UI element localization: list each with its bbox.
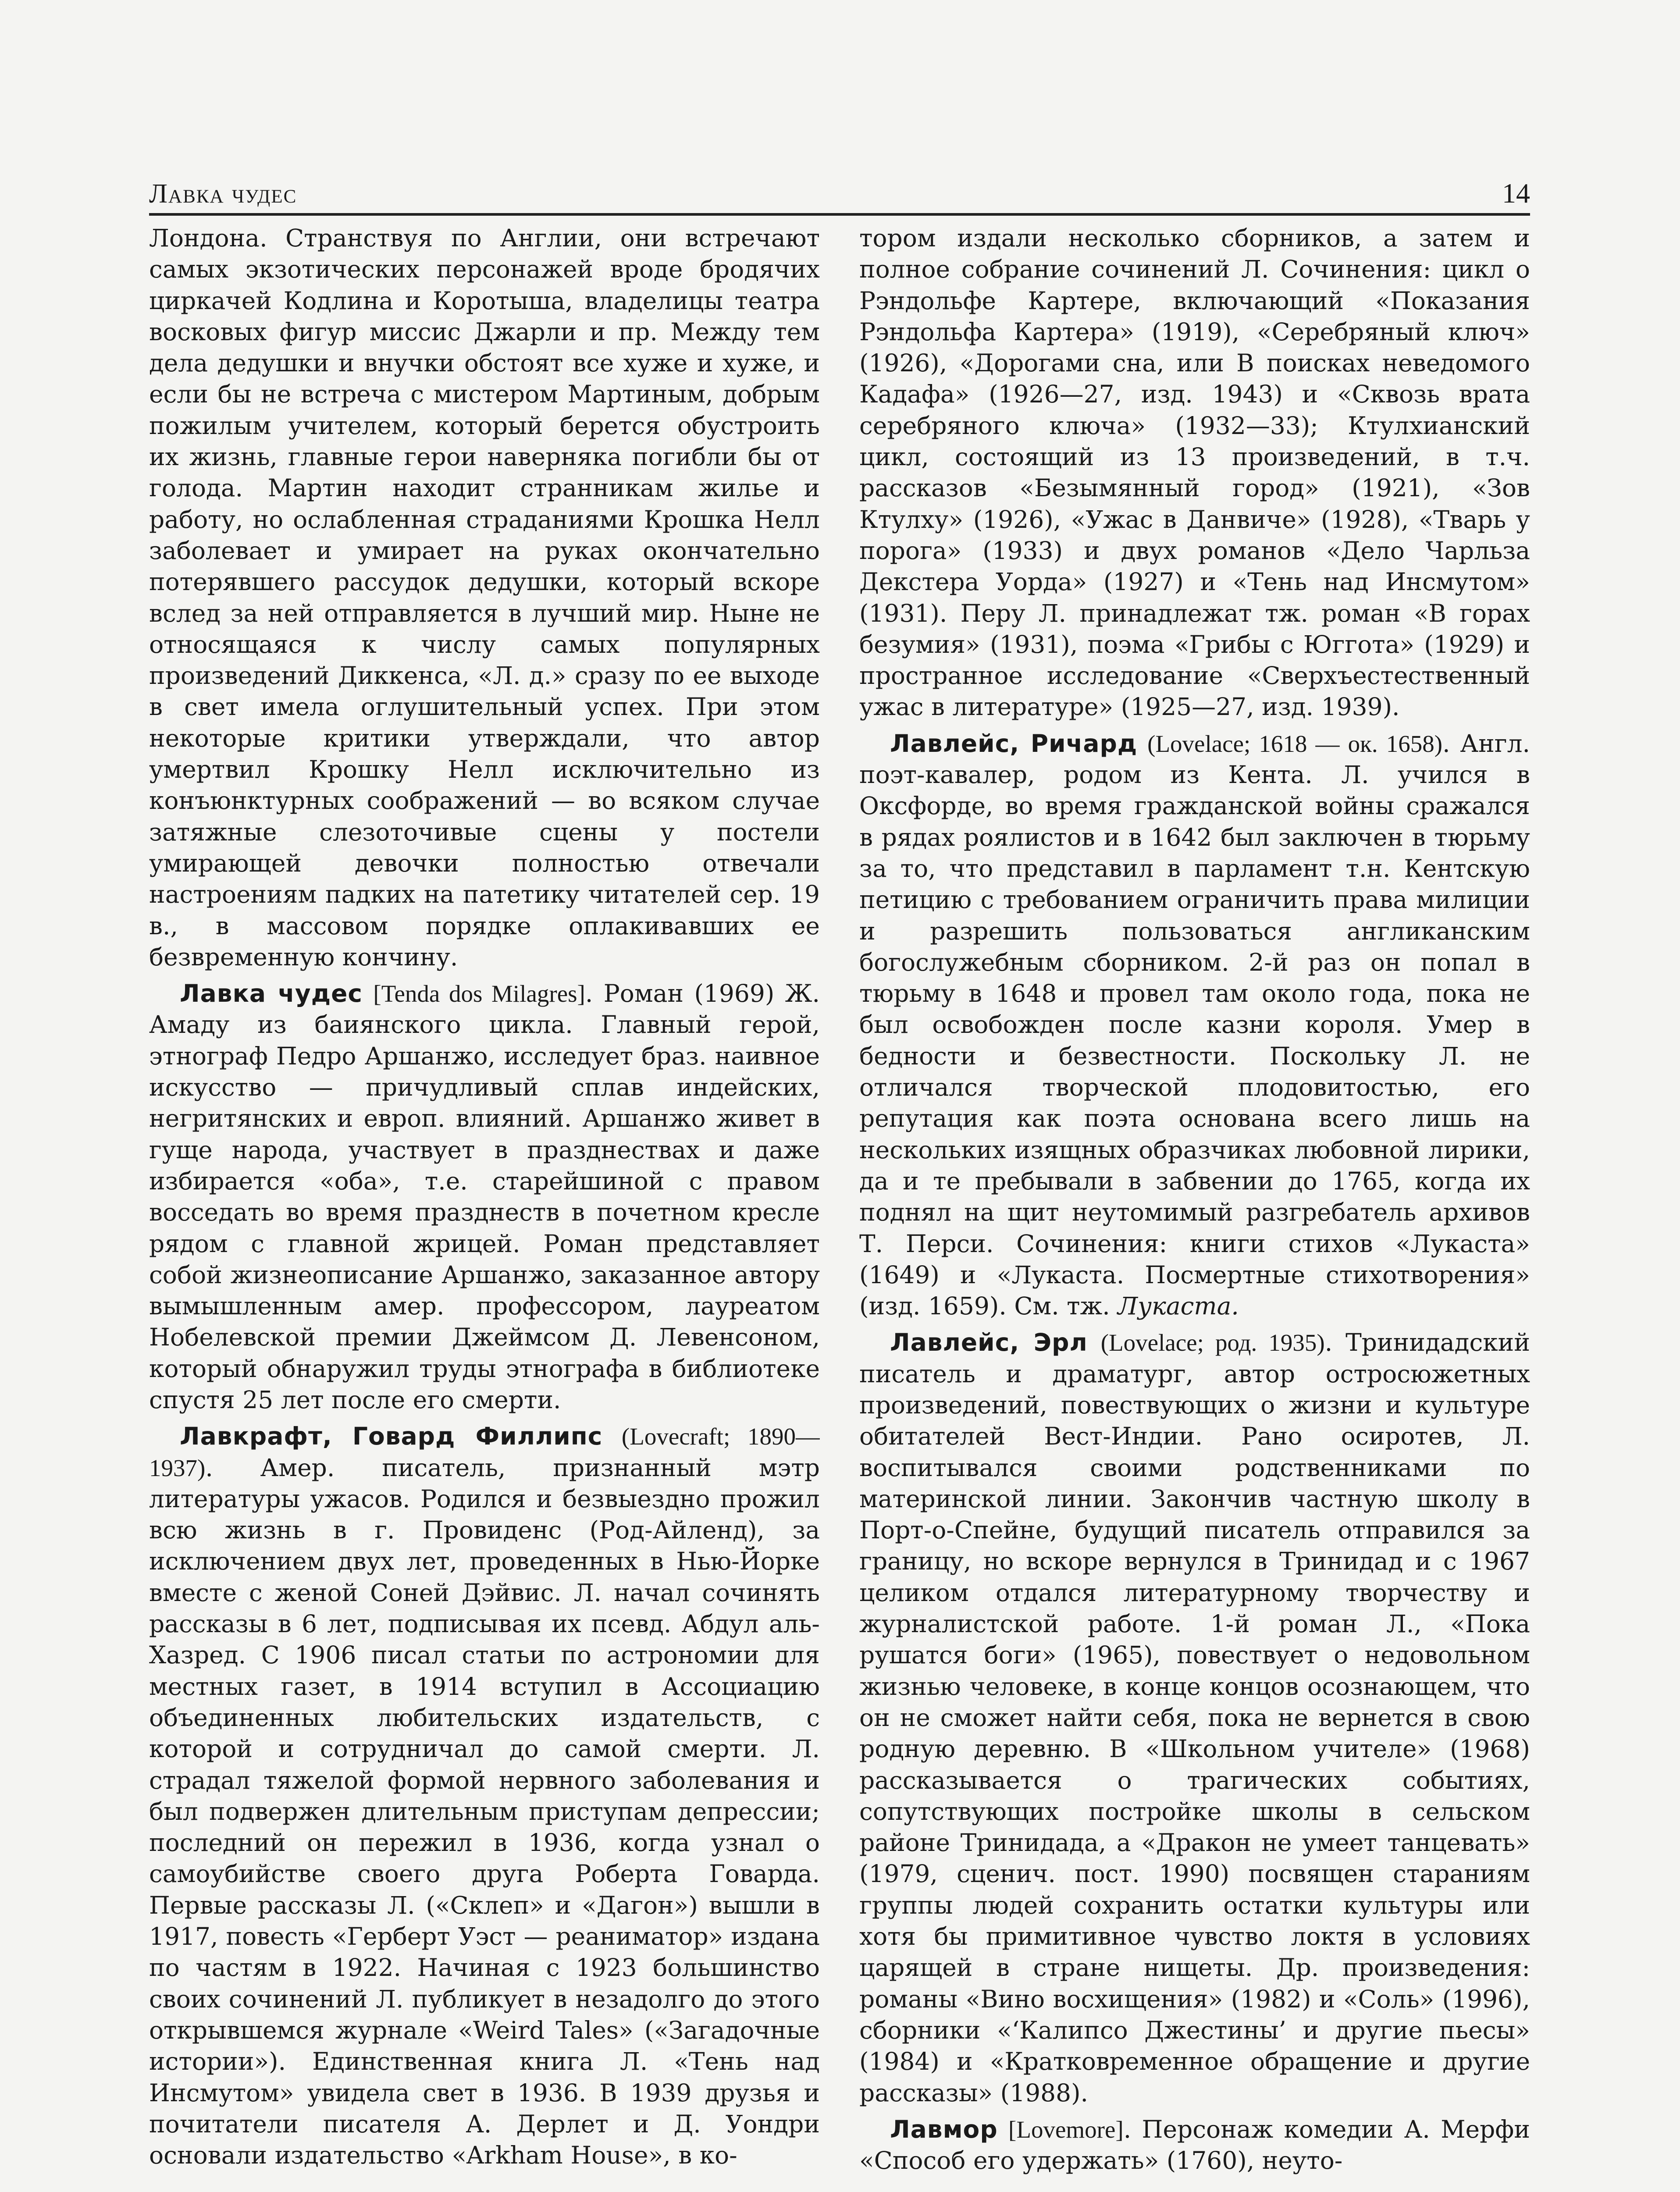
continuation-paragraph: Лондона. Странствуя по Англии, они встречают самых экзотических персонажей вроде бродячих циркачей Кодлина и Коротыша, владелицы театра восковых фигур миссис Джарли и пр. Между тем дела дедушки и внучки обстоят все хуже и хуже, и если бы не встреча с мистером Мартиным, добрым пожилым учителем, который берется обустроить их жизнь, главные герои наверняка погибли бы от голода. Мартин находит странникам жилье и работу, но ослабленная страданиями Крошка Нелл заболевает и умирает на руках окончательно потерявшего рассудок дедушки, который вскоре вслед за ней отправляется в лучший мир. Ныне не относящаяся к числу самых популярных произведений Диккенса, «Л. д.» сразу по ее выходе в свет имела оглушительный успех. При этом некоторые критики утверждали, что автор умертвил Крошку Нелл исключительно из конъюнктурных соображений — во всяком случае затяжные слезоточивые сцены у постели умирающей девочки полностью отвечали настроениям падких на патетику читателей сер. 19 в., в массовом порядке оплакивавших ее безвременную кончину. [149, 224, 820, 971]
entry-text: . Персонаж комедии А. Мерфи «Способ его удержать» (1760), неуто- [859, 2115, 1530, 2175]
entry-text: . Англ. поэт-кавалер, родом из Кента. Л. учился в Оксфорде, во время гражданской войны сражался в рядах роялистов и в 1642 был заключен в тюрьму за то, что представил в парламент т.н. Кентскую петицию с требованием ограничить права милиции и разрешить пользоваться англиканским богослужебным сборником. 2-й раз он попал в тюрьму в 1648 и провел там около года, пока не был освобожден после казни короля. Умер в бедности и безвестности. Поскольку Л. не отличался творческой плодовитостью, его репутация как поэта основана всего лишь на нескольких изящных образчиках любовной лирики, да и те пребывали в забвении до 1765, когда их поднял на щит неутомимый разгребатель архивов Т. Перси. Сочинения: книги стихов «Лукаста» (1649) и «Лукаста. Посмертные стихотворения» (изд. 1659). См. тж. [859, 729, 1530, 1320]
entry-lovelace-earl [859, 1327, 1530, 2108]
entry-lavka-chudes [149, 978, 820, 1416]
entry-original-title: (Lovecraft; 1890—1937) [149, 1423, 820, 1481]
see-also-reference: Лукаста. [1118, 1292, 1239, 1320]
entry-headword: Лавлейс, Эрл [890, 1328, 1088, 1357]
entry-text: . Роман (1969) Ж. Амаду из баиянского цикла. Главный герой, этнограф Педро Аршанжо, исследует браз. наивное искусство — причудливый сплав индейских, негритянских и европ. влияний. Аршанжо живет в гуще народа, участвует в празднествах и даже избирается «оба», т.е. старейшиной с правом восседать во время празднеств в почетном кресле рядом с главной жрицей. Роман представляет собой жизнеописание Аршанжо, заказанное автору вымышленным амер. профессором, лауреатом Нобелевской премии Джеймсом Д. Левенсоном, который обнаружил труды этнографа в библиотеке спустя 25 лет после его смерти. [149, 979, 820, 1414]
entry-lovemore [859, 2114, 1530, 2177]
entry-lovecraft [149, 1421, 820, 2171]
page-header [149, 176, 1530, 216]
entry-headword: Лавмор [890, 2115, 998, 2143]
left-column [149, 223, 820, 2192]
entry-original-title: [Lovemore] [1008, 2116, 1124, 2143]
entry-original-title: (Lovelace; род. 1935) [1100, 1329, 1325, 1356]
entry-headword: Лавка чудес [180, 979, 363, 1008]
continuation-paragraph: тором издали несколько сборников, а затем и полное собрание сочинений Л. Сочинения: цикл о Рэндольфе Картере, включающий «Показания Рэндольфа Картера» (1919), «Серебряный ключ» (1926), «Дорогами сна, или В поисках неведомого Кадафа» (1926—27, изд. 1943) и «Сквозь врата серебряного ключа» (1932—33); Ктулхианский цикл, состоящий из 13 произведений, в т.ч. рассказов «Безымянный город» (1921), «Зов Ктулху» (1926), «Ужас в Данвиче» (1928), «Тварь у порога» (1933) и двух романов «Дело Чарльза Декстера Уорда» (1927) и «Тень над Инсмутом» (1931). Перу Л. принадлежат тж. роман «В горах безумия» (1931), поэма «Грибы с Юггота» (1929) и пространное исследование «Сверхъестественный ужас в литературе» (1925—27, изд. 1939). [859, 224, 1530, 721]
entry-original-title: (Lovelace; 1618 — ок. 1658) [1147, 730, 1443, 757]
entry-text: . Тринидадский писатель и драматург, автор остросюжетных произведений, повествующих о жизни и культуре обитателей Вест-Индии. Рано осиротев, Л. воспитывался своими родственниками по материнской линии. Закончив частную школу в Порт-о-Спейне, будущий писатель отправился за границу, но вскоре вернулся в Тринидад и с 1967 целиком отдался литературному творчеству и журналистской работе. 1-й роман Л., «Пока рушатся боги» (1965), повествует о недовольном жизнью человеке, в конце концов осознающем, что он не сможет найти себя, пока не вернется в свою родную деревню. В «Школьном учителе» (1968) рассказывается о трагических событиях, сопутствующих постройке школы в сельском районе Тринидада, а «Дракон не умеет танцевать» (1979, сценич. пост. 1990) посвящен стараниям группы людей сохранить остатки культуры или хотя бы примитивное чувство локтя в условиях царящей в стране нищеты. Др. произведения: романы «Вино восхищения» (1982) и «Соль» (1996), сборники «‘Калипсо Джестины’ и другие пьесы» (1984) и «Кратковременное обращение и другие рассказы» (1988). [859, 1328, 1530, 2107]
entry-lovelace-richard [859, 728, 1530, 1322]
header-rule [149, 213, 1530, 216]
entry-original-title: [Tenda dos Milagres] [373, 980, 585, 1007]
entry-text: . Амер. писатель, признанный мэтр литературы ужасов. Родился и безвыездно прожил всю жизнь в г. Провиденс (Род-Айленд), за исключением двух лет, проведенных в Нью-Йорке вместе с женой Соней Дэйвис. Л. начал сочинять рассказы в 6 лет, подписывая их псевд. Абдул аль-Хазред. С 1906 писал статьи по астрономии для местных газет, в 1914 вступил в Ассоциацию объединенных любительских издательств, с которой и сотрудничал до самой смерти. Л. страдал тяжелой формой нервного заболевания и был подвержен длительным приступам депрессии; последний он пережил в 1936, когда узнал о самоубийстве своего друга Роберта Говарда. Первые рассказы Л. («Склеп» и «Дагон») вышли в 1917, повесть «Герберт Уэст — реаниматор» издана по частям в 1922. Начиная с 1923 большинство своих сочинений Л. публикует в незадолго до этого открывшемся журнале «Weird Tales» («Загадочные истории»). Единственная книга Л. «Тень над Инсмутом» увидела свет в 1936. В 1939 друзья и почитатели писателя А. Дерлет и Д. Уондри основали издательство «Arkham House», в ко- [149, 1453, 820, 2170]
right-column [859, 223, 1530, 2192]
page-number: 14 [1502, 178, 1530, 209]
entry-headword: Лавкрафт, Говард Филлипс [180, 1422, 603, 1451]
entry-headword: Лавлейс, Ричард [890, 729, 1138, 758]
running-head: Лавка чудес [149, 179, 297, 209]
